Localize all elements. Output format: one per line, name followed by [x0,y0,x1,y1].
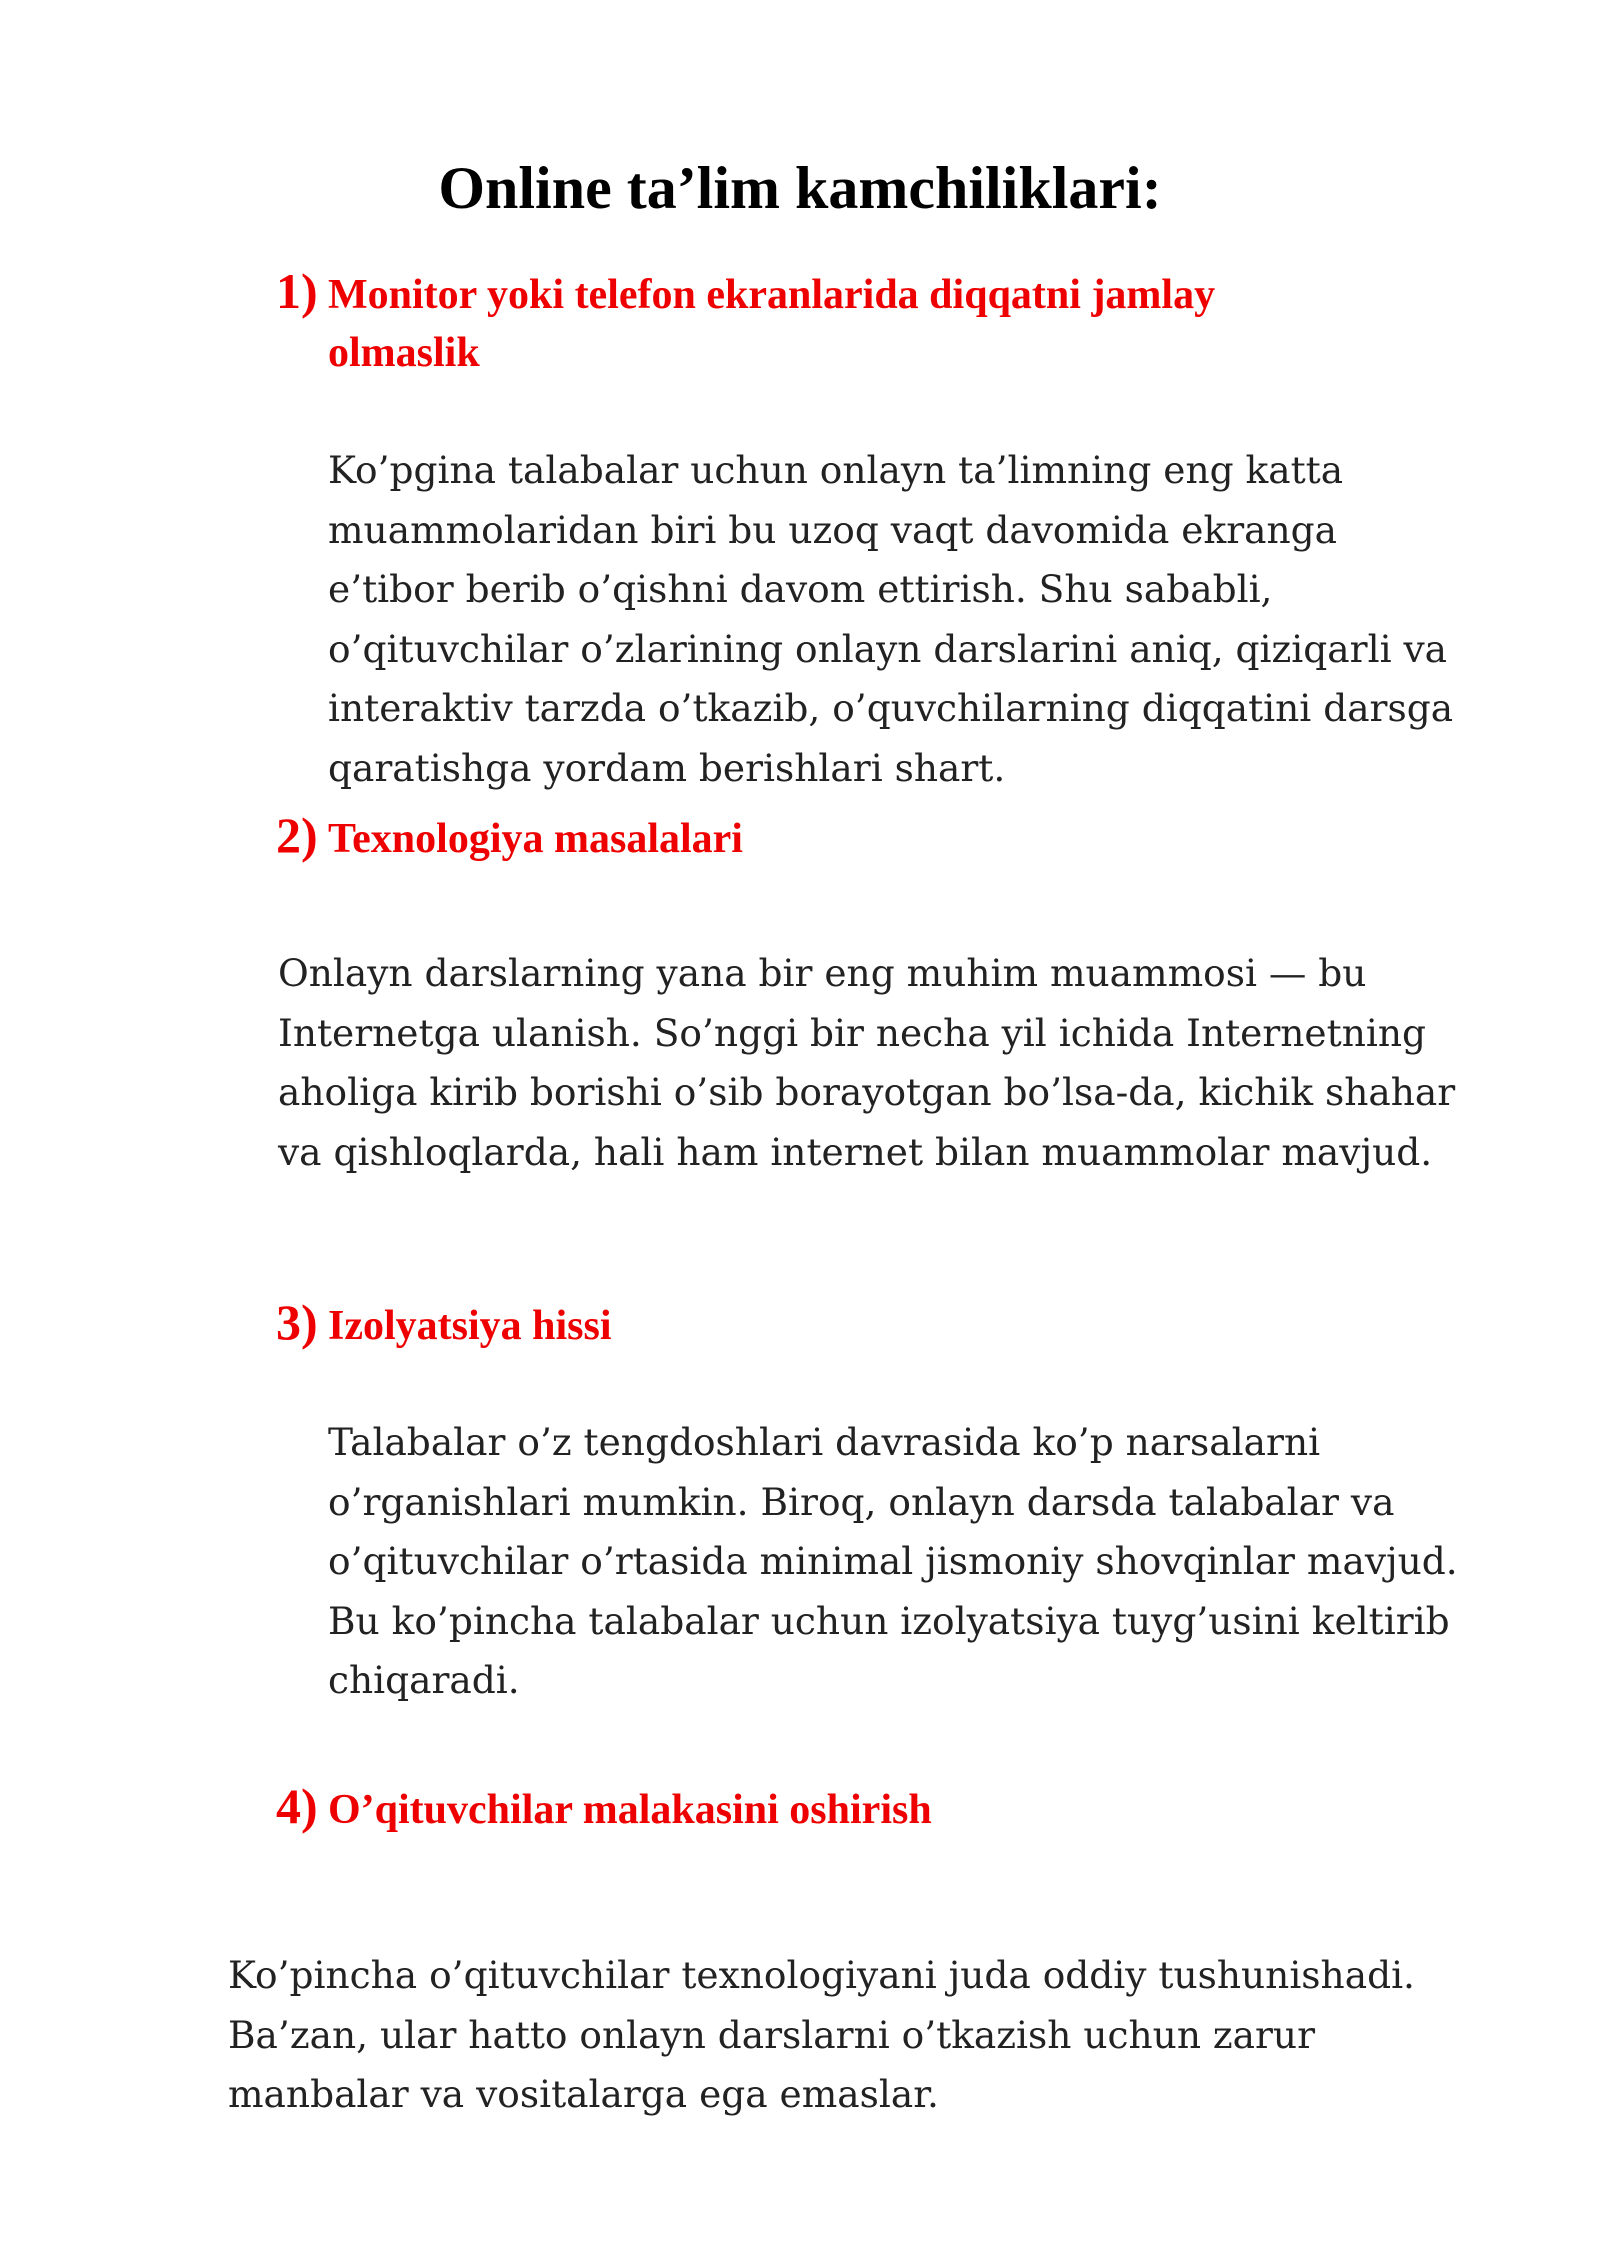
body-line: o’qituvchilar o’rtasida minimal jismoniy shovqinlar mavjud. [328,1539,1458,1583]
body-line: aholiga kirib borishi o’sib borayotgan bo’lsa-da, kichik shahar [278,1070,1456,1114]
body-line: Onlayn darslarning yana bir eng muhim muammosi — bu [278,951,1367,995]
body-line: Talabalar o’z tengdoshlari davrasida ko’p narsalarni [328,1420,1321,1464]
body-line: Ba’zan, ular hatto onlayn darslarni o’tkazish uchun zarur [228,2012,1316,2057]
section-heading-text: O’qituvchilar malakasini oshirish [328,1787,932,1833]
body-line: o’qituvchilar o’zlarining onlayn darslarini aniq, qiziqarli va [328,626,1448,671]
heading-line: Monitor yoki telefon ekranlarida diqqatni jamlay [328,272,1216,318]
section-body-2 [278,944,1455,1182]
body-line: Ko’pincha o’qituvchilar texnologiyani juda oddiy tushunishadi. [228,1953,1415,1997]
section-body-1 [328,441,1453,798]
section-number: 3) [276,1294,318,1350]
section-heading-text: Izolyatsiya hissi [328,1303,612,1349]
body-line: Internetga ulanish. So’nggi bir necha yil ichida Internetning [278,1010,1426,1055]
section-number: 1) [276,263,318,319]
body-line: interaktiv tarzda o’tkazib, o’quvchilarning diqqatini darsga [328,686,1454,730]
section-body-3 [328,1413,1458,1711]
section-heading-text: Texnologiya masalalari [328,816,743,862]
section-number: 4) [276,1778,318,1834]
body-line: chiqaradi. [328,1658,520,1702]
section-number: 2) [276,807,318,863]
body-line: qaratishga yordam berishlari shart. [328,745,1006,790]
body-line: o’rganishlari mumkin. Biroq, onlayn darsda talabalar va [328,1479,1395,1524]
body-line: muammolaridan biri bu uzoq vaqt davomida ekranga [328,507,1338,552]
heading-line: olmaslik [328,330,480,376]
body-line: Bu ko’pincha talabalar uchun izolyatsiya tuyg’usini keltirib [328,1598,1450,1643]
section-body-4 [228,1946,1415,2125]
body-line: va qishloqlarda, hali ham internet bilan muammolar mavjud. [278,1129,1433,1174]
body-line: e’tibor berib o’qishni davom ettirish. Shu sababli, [328,567,1273,611]
page-title: Online ta’lim kamchiliklari: [438,155,1162,221]
body-line: Ko’pgina talabalar uchun onlayn ta’limning eng katta [328,448,1344,492]
section-heading-text [328,266,1398,382]
body-line: manbalar va vositalarga ega emaslar. [228,2072,939,2116]
